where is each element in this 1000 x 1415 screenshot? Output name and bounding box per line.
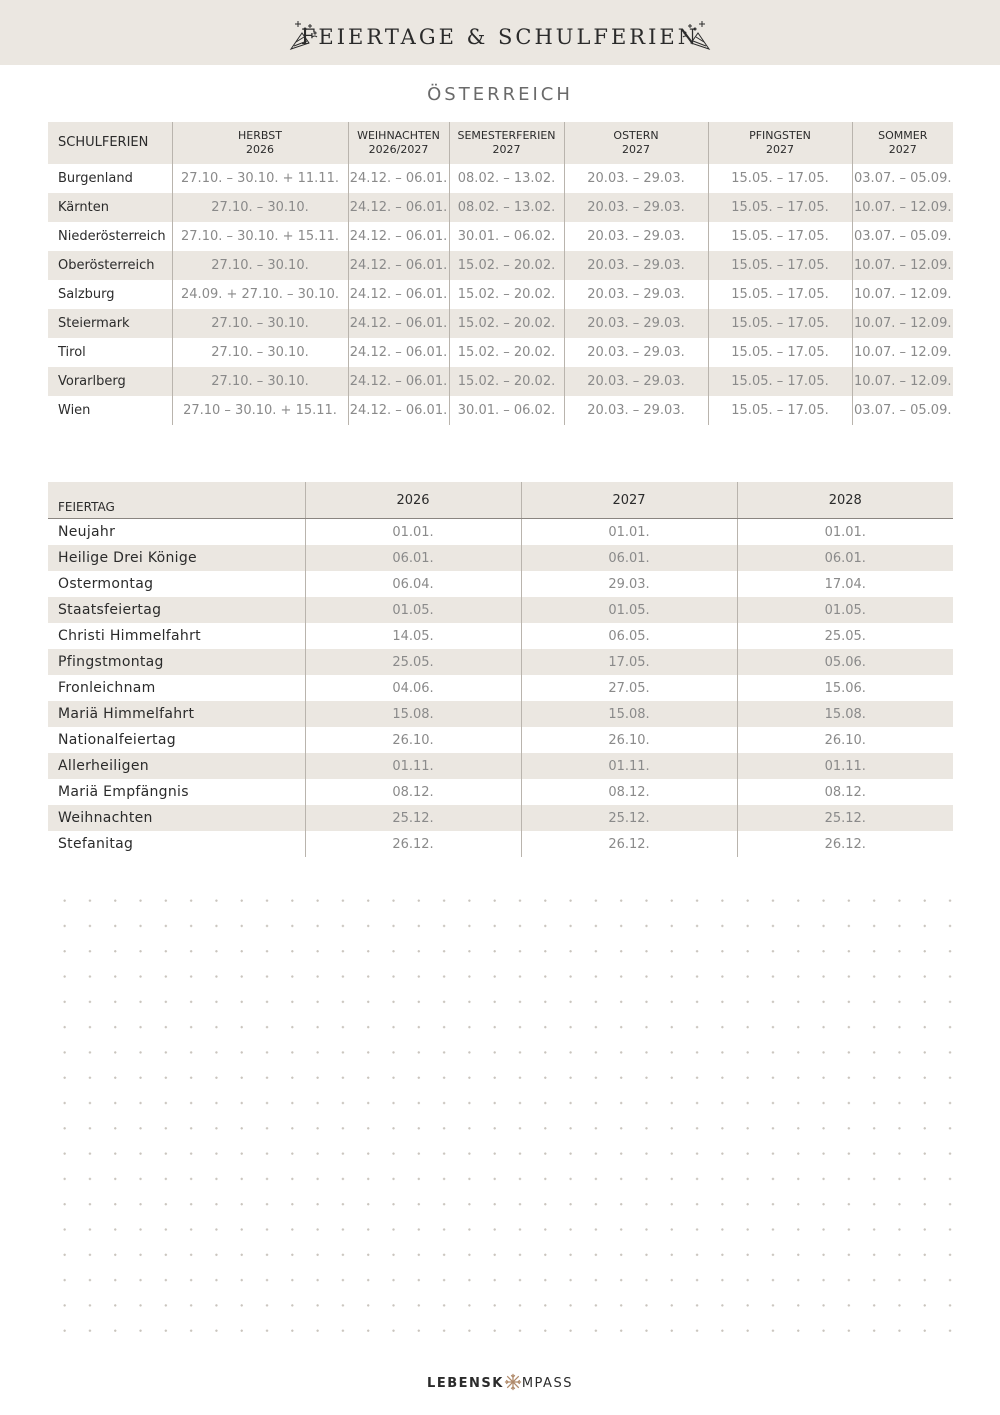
table-row <box>48 675 953 701</box>
date-cell: 08.02. – 13.02. <box>449 164 564 193</box>
state-name: Wien <box>58 403 91 418</box>
table-row <box>48 338 953 367</box>
date-cell: 25.12. <box>737 805 953 831</box>
column-header: 2026 <box>305 482 521 519</box>
state-name: Kärnten <box>48 193 172 222</box>
feiertage-table <box>48 482 953 857</box>
date-cell: 17.05. <box>521 649 737 675</box>
date-cell: 06.01. <box>737 545 953 571</box>
date-cell: 01.01. <box>305 519 521 546</box>
date-cell: 01.05. <box>305 597 521 623</box>
holiday-name: Christi Himmelfahrt <box>58 628 201 644</box>
table-header-row <box>48 122 953 164</box>
date-cell: 25.05. <box>737 623 953 649</box>
date-cell: 15.08. <box>521 701 737 727</box>
brand-text-end: MPASS <box>521 1376 573 1391</box>
column-header: SCHULFERIEN <box>48 122 172 164</box>
date-cell: 26.10. <box>737 727 953 753</box>
state-name: Niederösterreich <box>58 229 166 244</box>
date-cell: 20.03. – 29.03. <box>564 280 708 309</box>
column-header: 2027 <box>521 482 737 519</box>
state-name: Vorarlberg <box>48 367 172 396</box>
date-cell: 27.10. – 30.10. <box>172 251 348 280</box>
date-cell: 20.03. – 29.03. <box>564 222 708 251</box>
date-cell: 15.08. <box>737 701 953 727</box>
date-cell: 15.05. – 17.05. <box>708 193 852 222</box>
date-cell: 08.02. – 13.02. <box>449 193 564 222</box>
date-cell: 01.01. <box>737 519 953 546</box>
table-row <box>48 280 953 309</box>
date-cell: 05.06. <box>737 649 953 675</box>
date-cell: 26.10. <box>305 727 521 753</box>
date-cell: 26.10. <box>521 727 737 753</box>
date-cell: 27.10. – 30.10. <box>172 338 348 367</box>
holiday-name: Allerheiligen <box>48 753 305 779</box>
date-cell: 30.01. – 06.02. <box>449 396 564 425</box>
date-cell: 24.12. – 06.01. <box>348 222 449 251</box>
date-cell: 15.05. – 17.05. <box>708 164 852 193</box>
date-cell: 24.12. – 06.01. <box>348 251 449 280</box>
date-cell: 03.07. – 05.09. <box>852 396 953 425</box>
column-header: WEIHNACHTEN 2026/2027 <box>348 122 449 164</box>
date-cell: 27.10. – 30.10. <box>172 193 348 222</box>
schulferien-table <box>48 122 953 425</box>
state-name: Tirol <box>58 345 86 360</box>
date-cell: 24.12. – 06.01. <box>348 367 449 396</box>
date-cell: 15.06. <box>737 675 953 701</box>
date-cell: 30.01. – 06.02. <box>449 222 564 251</box>
state-name: Burgenland <box>58 171 133 186</box>
date-cell: 25.12. <box>305 805 521 831</box>
date-cell: 08.12. <box>305 779 521 805</box>
country-subtitle: ÖSTERREICH <box>427 84 573 105</box>
column-header: 2028 <box>737 482 953 519</box>
date-cell: 01.05. <box>521 597 737 623</box>
holiday-name: Ostermontag <box>58 576 154 592</box>
table-row <box>48 309 953 338</box>
column-header: OSTERN 2027 <box>564 122 708 164</box>
holiday-name: Fronleichnam <box>58 680 156 696</box>
date-cell: 20.03. – 29.03. <box>564 251 708 280</box>
date-cell: 01.11. <box>305 753 521 779</box>
date-cell: 20.03. – 29.03. <box>564 164 708 193</box>
table-row <box>48 597 953 623</box>
date-cell: 15.05. – 17.05. <box>708 396 852 425</box>
holiday-name: Stefanitag <box>58 836 134 852</box>
holiday-name: Mariä Empfängnis <box>58 784 189 800</box>
column-header: SEMESTERFERIEN 2027 <box>449 122 564 164</box>
date-cell: 01.11. <box>737 753 953 779</box>
holiday-name: Staatsfeiertag <box>48 597 305 623</box>
date-cell: 14.05. <box>305 623 521 649</box>
date-cell: 08.12. <box>521 779 737 805</box>
date-cell: 15.05. – 17.05. <box>708 280 852 309</box>
date-cell: 20.03. – 29.03. <box>564 396 708 425</box>
holiday-name: Pfingstmontag <box>48 649 305 675</box>
table-row <box>48 571 953 597</box>
date-cell: 01.01. <box>521 519 737 546</box>
state-name: Steiermark <box>48 309 172 338</box>
date-cell: 25.05. <box>305 649 521 675</box>
date-cell: 24.12. – 06.01. <box>348 280 449 309</box>
date-cell: 26.12. <box>521 831 737 857</box>
table-row <box>48 727 953 753</box>
date-cell: 15.02. – 20.02. <box>449 309 564 338</box>
dot-grid-notes-area <box>52 888 952 1348</box>
date-cell: 15.02. – 20.02. <box>449 338 564 367</box>
date-cell: 04.06. <box>305 675 521 701</box>
brand-logo <box>0 1373 1000 1393</box>
date-cell: 15.02. – 20.02. <box>449 251 564 280</box>
column-header: SOMMER 2027 <box>852 122 953 164</box>
table-row <box>48 701 953 727</box>
table-row <box>48 753 953 779</box>
table-row <box>48 164 953 193</box>
date-cell: 27.10. – 30.10. <box>172 309 348 338</box>
date-cell: 10.07. – 12.09. <box>852 309 953 338</box>
table-row <box>48 367 953 396</box>
date-cell: 08.12. <box>737 779 953 805</box>
date-cell: 10.07. – 12.09. <box>852 193 953 222</box>
table-row <box>48 545 953 571</box>
date-cell: 06.04. <box>305 571 521 597</box>
date-cell: 27.10 – 30.10. + 15.11. <box>172 396 348 425</box>
table-row <box>48 251 953 280</box>
date-cell: 20.03. – 29.03. <box>564 338 708 367</box>
date-cell: 15.05. – 17.05. <box>708 367 852 396</box>
date-cell: 01.11. <box>521 753 737 779</box>
column-header: FEIERTAG <box>48 482 305 519</box>
date-cell: 15.08. <box>305 701 521 727</box>
holiday-name: Mariä Himmelfahrt <box>48 701 305 727</box>
holiday-name: Weihnachten <box>48 805 305 831</box>
table-row <box>48 519 953 546</box>
table-row <box>48 193 953 222</box>
date-cell: 03.07. – 05.09. <box>852 164 953 193</box>
date-cell: 25.12. <box>521 805 737 831</box>
date-cell: 26.12. <box>305 831 521 857</box>
date-cell: 10.07. – 12.09. <box>852 251 953 280</box>
date-cell: 27.10. – 30.10. + 11.11. <box>172 164 348 193</box>
column-header: HERBST 2026 <box>172 122 348 164</box>
date-cell: 15.05. – 17.05. <box>708 338 852 367</box>
date-cell: 15.05. – 17.05. <box>708 222 852 251</box>
date-cell: 10.07. – 12.09. <box>852 367 953 396</box>
state-name: Oberösterreich <box>48 251 172 280</box>
date-cell: 24.12. – 06.01. <box>348 193 449 222</box>
state-name: Salzburg <box>58 287 115 302</box>
table-row <box>48 779 953 805</box>
date-cell: 24.12. – 06.01. <box>348 396 449 425</box>
date-cell: 24.12. – 06.01. <box>348 309 449 338</box>
date-cell: 24.12. – 06.01. <box>348 338 449 367</box>
date-cell: 24.12. – 06.01. <box>348 164 449 193</box>
date-cell: 20.03. – 29.03. <box>564 367 708 396</box>
table-row <box>48 222 953 251</box>
holiday-name: Heilige Drei Könige <box>48 545 305 571</box>
date-cell: 27.05. <box>521 675 737 701</box>
date-cell: 06.01. <box>305 545 521 571</box>
date-cell: 10.07. – 12.09. <box>852 280 953 309</box>
table-row <box>48 623 953 649</box>
date-cell: 15.02. – 20.02. <box>449 367 564 396</box>
table-row <box>48 805 953 831</box>
date-cell: 15.05. – 17.05. <box>708 309 852 338</box>
date-cell: 24.09. + 27.10. – 30.10. <box>172 280 348 309</box>
brand-text-start: LEBENSK <box>427 1376 504 1391</box>
date-cell: 26.12. <box>737 831 953 857</box>
date-cell: 03.07. – 05.09. <box>852 222 953 251</box>
date-cell: 15.02. – 20.02. <box>449 280 564 309</box>
holiday-name: Nationalfeiertag <box>58 732 176 748</box>
table-header-row <box>48 482 953 519</box>
table-row <box>48 831 953 857</box>
column-header: PFINGSTEN 2027 <box>708 122 852 164</box>
page-title: FEIERTAGE & SCHULFERIEN <box>300 25 700 49</box>
holiday-name: Neujahr <box>58 524 116 540</box>
date-cell: 06.05. <box>521 623 737 649</box>
table-row <box>48 396 953 425</box>
table-row <box>48 649 953 675</box>
date-cell: 27.10. – 30.10. + 15.11. <box>172 222 348 251</box>
date-cell: 17.04. <box>737 571 953 597</box>
date-cell: 10.07. – 12.09. <box>852 338 953 367</box>
date-cell: 20.03. – 29.03. <box>564 309 708 338</box>
date-cell: 06.01. <box>521 545 737 571</box>
date-cell: 29.03. <box>521 571 737 597</box>
date-cell: 15.05. – 17.05. <box>708 251 852 280</box>
compass-snowflake-icon <box>504 1373 522 1391</box>
date-cell: 01.05. <box>737 597 953 623</box>
date-cell: 27.10. – 30.10. <box>172 367 348 396</box>
date-cell: 20.03. – 29.03. <box>564 193 708 222</box>
